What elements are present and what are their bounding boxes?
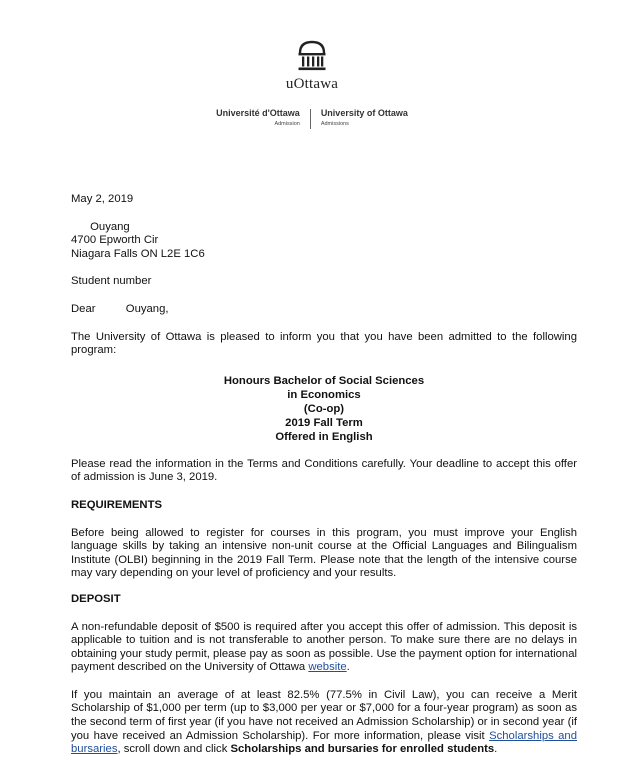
- affiliation-french-sub: Admission: [274, 121, 300, 127]
- requirements-paragraph: Before being allowed to register for courses in this program, you must improve your English language skills by taking an intensive non-unit course at the Official Languages and Bilingualism Institute (OLBI) beginning in the 2019 Fall Term. Please note that the length of the intensive course may vary depending on your level of proficiency and your results.: [71, 526, 577, 580]
- letter-body: [71, 193, 577, 757]
- uottawa-building-icon: [297, 40, 327, 72]
- program-term: 2019 Fall Term: [285, 416, 363, 429]
- affiliation-english-sub: Admissions: [320, 121, 349, 127]
- deposit-end: .: [346, 661, 350, 674]
- affiliation-english-name: University of Ottawa: [320, 108, 408, 118]
- recipient-name-line: [71, 221, 577, 235]
- letterhead-affiliation: [0, 108, 624, 129]
- requirements-heading: REQUIREMENTS: [71, 498, 163, 511]
- program-major: in Economics: [287, 388, 361, 401]
- scholarship-mid: , scroll down and click: [117, 743, 228, 756]
- salutation-name: Ouyang,: [125, 302, 169, 315]
- website-link[interactable]: website: [308, 661, 347, 674]
- uottawa-wordmark: uOttawa: [285, 76, 339, 92]
- program-degree: Honours Bachelor of Social Sciences: [223, 374, 425, 387]
- terms-paragraph: Please read the information in the Terms and Conditions carefully. Your deadline to accept this offer of admission is June 3, 2019.: [71, 457, 577, 484]
- scholarship-text: If you maintain an average of at least 82.5% (77.5% in Civil Law), you can receive a Merit Scholarship of $1,000 per term (up to $3,000 per year or $7,000 for a four-year program) as soon as the second term of first year (if you have not received an Admission Scholarship) or in second year (if you have received an Admission Scholarship). For more information, please visit: [71, 688, 577, 742]
- recipient-street: 4700 Epworth Cir: [71, 234, 159, 247]
- affiliation-english: [311, 108, 418, 127]
- scholarship-end: .: [494, 743, 498, 756]
- letter-date: May 2, 2019: [71, 193, 134, 205]
- program-coop: (Co-op): [303, 402, 345, 415]
- intro-paragraph: The University of Ottawa is pleased to inform you that you have been admitted to the following program:: [71, 330, 577, 357]
- deposit-paragraph: [71, 621, 577, 675]
- scholarships-link[interactable]: Scholarships and bursaries: [71, 729, 578, 756]
- scholarship-paragraph: [71, 689, 577, 757]
- recipient-surname: Ouyang: [90, 220, 130, 233]
- deposit-text: A non-refundable deposit of $500 is required after you accept this offer of admission. This deposit is applicable to tuition and is not transferable to another person. To make sure there are no delays in obtaining your study permit, please pay as soon as possible. Use the payment option for international payment described on the University of Ottawa: [71, 620, 577, 674]
- recipient-city: Niagara Falls ON L2E 1C6: [71, 247, 205, 260]
- salutation-prefix: Dear: [71, 302, 96, 315]
- deposit-heading: DEPOSIT: [71, 592, 121, 605]
- letterhead-logo: [0, 40, 624, 93]
- salutation: [71, 303, 577, 317]
- student-number-label: Student number: [71, 275, 152, 288]
- affiliation-french-name: Université d'Ottawa: [216, 108, 300, 118]
- recipient-address: [71, 221, 577, 262]
- scholarship-enrolled-students: Scholarships and bursaries for enrolled students: [230, 743, 495, 756]
- program-block: [71, 374, 577, 444]
- affiliation-french: [206, 108, 310, 127]
- program-language: Offered in English: [275, 430, 373, 443]
